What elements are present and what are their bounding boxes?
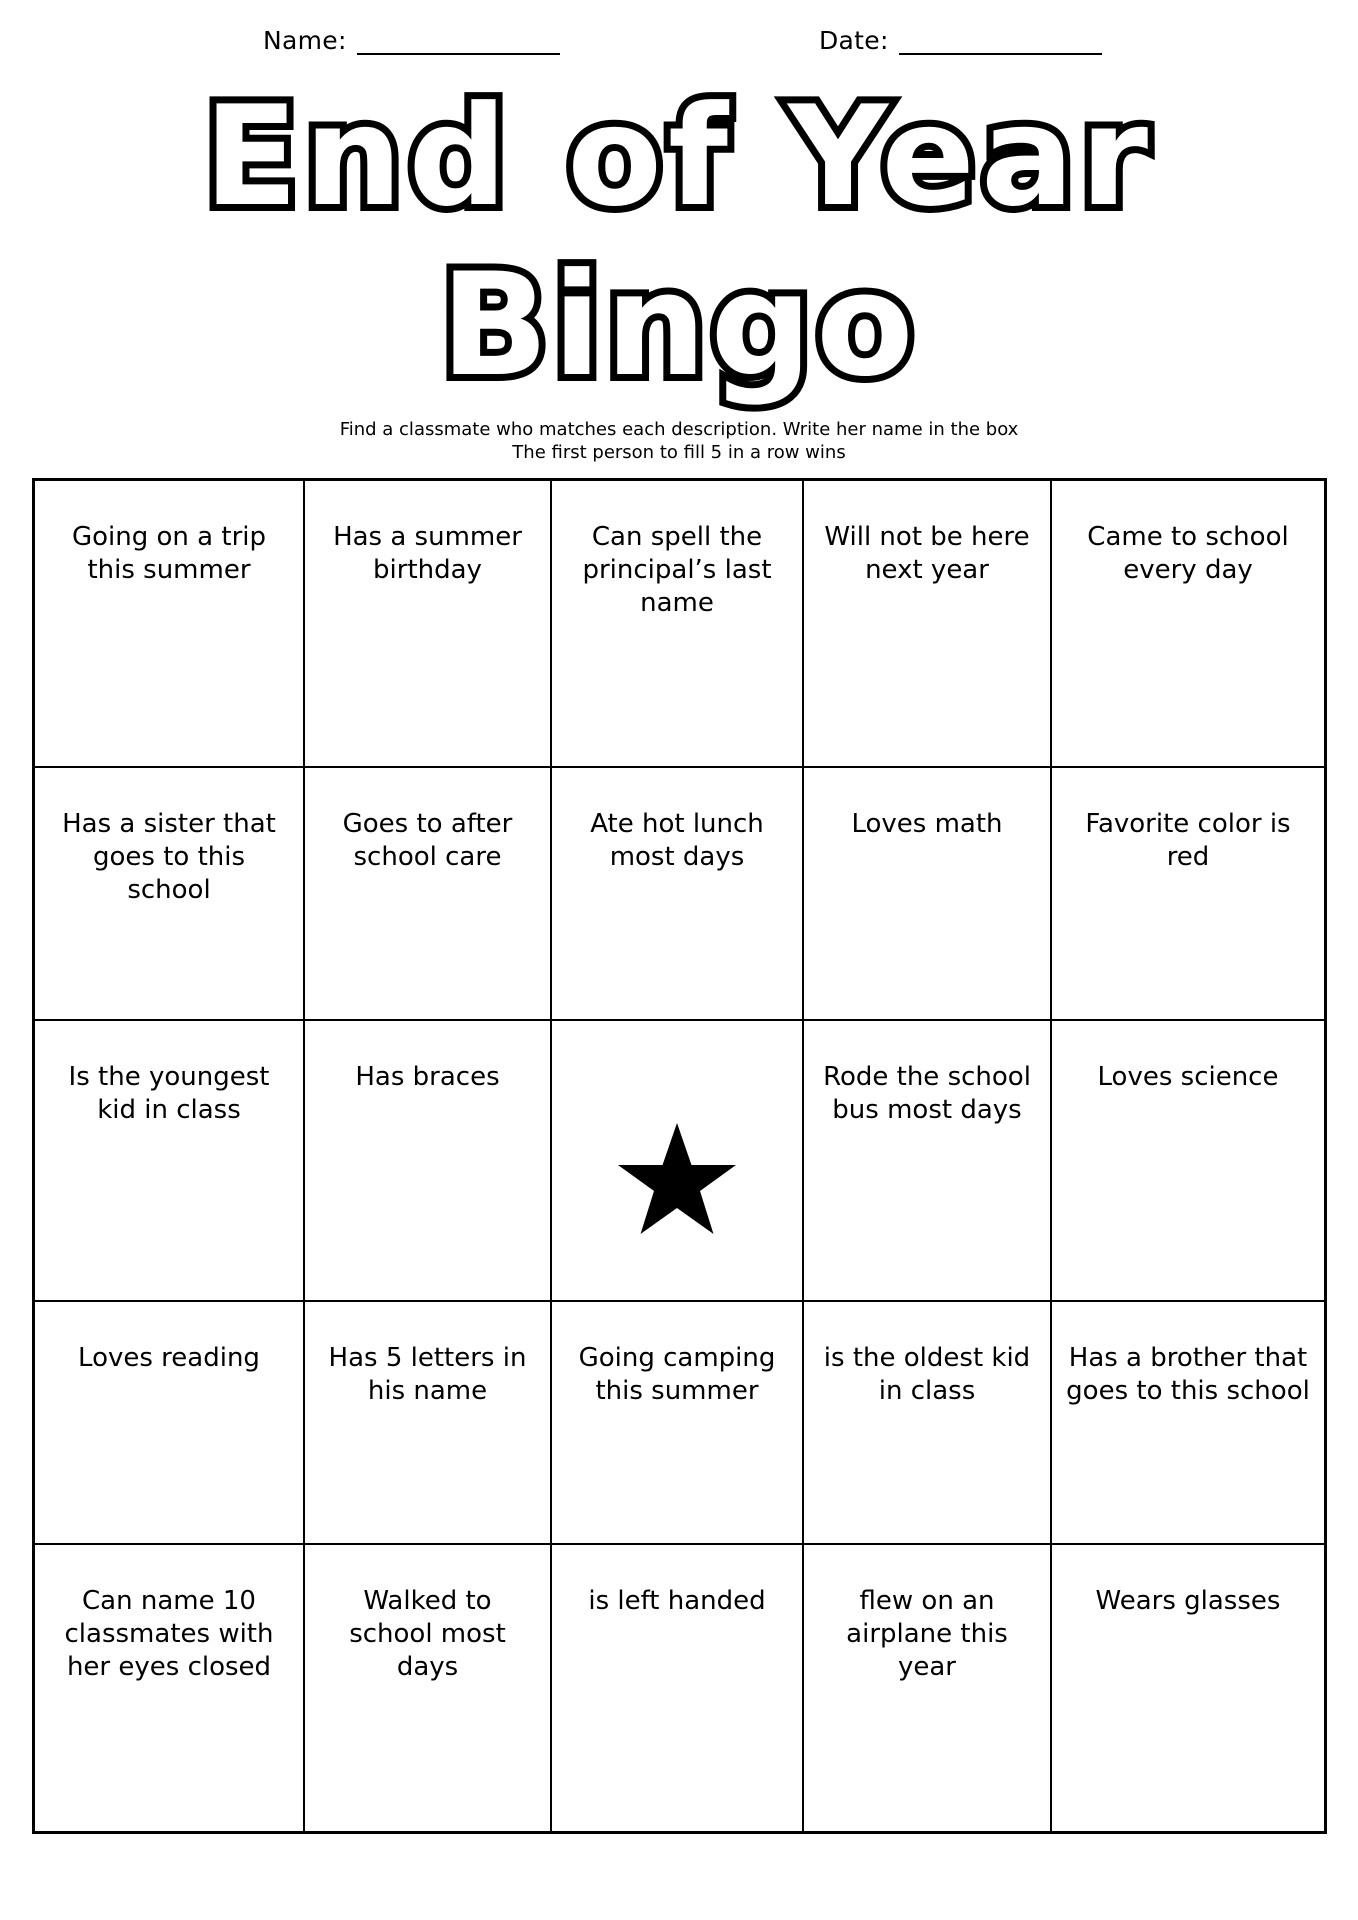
cell-text: Loves math — [851, 809, 1003, 839]
cell-text: Loves science — [1097, 1062, 1279, 1092]
bingo-cell[interactable] — [552, 768, 804, 1021]
name-field — [263, 26, 560, 55]
cell-text: Has a brother that goes to this school — [1066, 1343, 1310, 1406]
cell-text: Will not be here next year — [824, 522, 1030, 585]
cell-text: Has a sister that goes to this school — [62, 809, 276, 905]
bingo-cell[interactable] — [1052, 1021, 1324, 1302]
bingo-cell[interactable] — [35, 1021, 305, 1302]
date-blank-line[interactable] — [899, 27, 1102, 55]
cell-text: Going camping this summer — [578, 1343, 776, 1406]
bingo-cell[interactable] — [305, 1302, 552, 1545]
bingo-cell[interactable] — [552, 481, 804, 768]
cell-text: Is the youngest kid in class — [68, 1062, 270, 1125]
cell-text: Going on a trip this summer — [72, 522, 266, 585]
bingo-cell[interactable] — [35, 1545, 305, 1831]
date-label: Date: — [819, 26, 889, 55]
cell-text: Came to school every day — [1087, 522, 1289, 585]
instructions-line-2: The first person to fill 5 in a row wins — [512, 442, 846, 463]
bingo-cell[interactable] — [305, 1021, 552, 1302]
bingo-cell[interactable] — [35, 481, 305, 768]
cell-text: Can spell the principal’s last name — [582, 522, 772, 618]
bingo-cell[interactable] — [1052, 1302, 1324, 1545]
name-label: Name: — [263, 26, 347, 55]
bingo-cell[interactable] — [552, 1302, 804, 1545]
bingo-cell[interactable] — [305, 1545, 552, 1831]
instructions-line-1: Find a classmate who matches each description. Write her name in the box — [339, 419, 1019, 440]
cell-text: Goes to after school care — [342, 809, 513, 872]
bingo-cell[interactable] — [305, 768, 552, 1021]
bingo-cell[interactable] — [35, 768, 305, 1021]
bingo-cell[interactable] — [1052, 481, 1324, 768]
bingo-cell[interactable] — [804, 481, 1052, 768]
cell-text: Wears glasses — [1095, 1586, 1281, 1616]
cell-text: Ate hot lunch most days — [590, 809, 764, 872]
bingo-cell[interactable] — [1052, 1545, 1324, 1831]
bingo-cell[interactable] — [552, 1545, 804, 1831]
name-blank-line[interactable] — [357, 27, 560, 55]
bingo-cell[interactable] — [804, 768, 1052, 1021]
page-title-line-1: End of Year — [203, 76, 1155, 237]
bingo-cell[interactable] — [804, 1021, 1052, 1302]
cell-text: Can name 10 classmates with her eyes closed — [64, 1586, 274, 1682]
cell-text: Has braces — [355, 1062, 500, 1092]
cell-text: Rode the school bus most days — [823, 1062, 1031, 1125]
cell-text: Has 5 letters in his name — [328, 1343, 527, 1406]
cell-text: Has a summer birthday — [333, 522, 522, 585]
bingo-cell[interactable] — [1052, 768, 1324, 1021]
cell-text: Loves reading — [78, 1343, 260, 1373]
cell-text: is the oldest kid in class — [823, 1343, 1031, 1406]
cell-text: flew on an airplane this year — [846, 1586, 1008, 1682]
bingo-grid — [32, 478, 1327, 1834]
bingo-cell[interactable] — [804, 1302, 1052, 1545]
page-title-line-2: Bingo — [440, 243, 918, 408]
bingo-cell[interactable] — [35, 1302, 305, 1545]
date-field — [819, 26, 1102, 55]
cell-text: Walked to school most days — [349, 1586, 506, 1682]
bingo-free-space[interactable] — [552, 1021, 804, 1302]
bingo-cell[interactable] — [305, 481, 552, 768]
bingo-cell[interactable] — [804, 1545, 1052, 1831]
cell-text: is left handed — [588, 1586, 766, 1616]
cell-text: Favorite color is red — [1085, 809, 1291, 872]
star-icon — [616, 1121, 738, 1237]
